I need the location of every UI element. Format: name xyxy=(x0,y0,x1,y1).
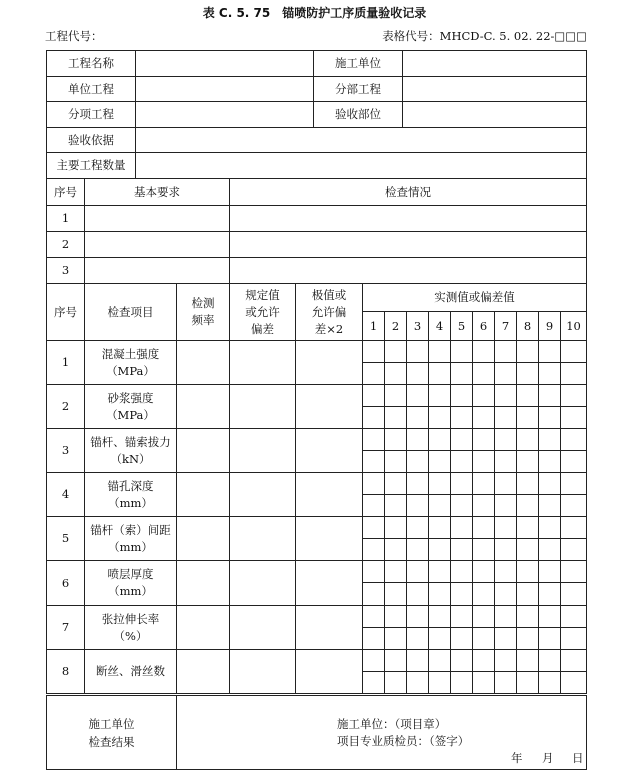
measured-col-1: 1 xyxy=(363,312,385,341)
measured-cell[interactable] xyxy=(495,495,517,517)
value-acceptance-part[interactable] xyxy=(403,102,587,128)
measured-cell[interactable] xyxy=(385,451,407,473)
measured-col-9: 9 xyxy=(539,312,561,341)
check-row xyxy=(47,650,587,672)
check-row-freq[interactable] xyxy=(177,517,230,561)
sign-year: 年 xyxy=(511,751,523,765)
measured-cell[interactable] xyxy=(385,429,407,451)
basic-row-inspection[interactable] xyxy=(230,206,587,232)
check-row-no: 7 xyxy=(47,606,85,650)
measured-cell[interactable] xyxy=(473,385,495,407)
measured-cell[interactable] xyxy=(561,341,587,363)
measured-col-2: 2 xyxy=(385,312,407,341)
check-row-item: 锚杆（索）间距 （mm） xyxy=(85,517,177,561)
value-unit-project[interactable] xyxy=(136,77,314,102)
measured-cell[interactable] xyxy=(473,672,495,694)
measured-cell[interactable] xyxy=(473,650,495,672)
measured-cell[interactable] xyxy=(407,451,429,473)
measured-cell[interactable] xyxy=(451,561,473,583)
measured-cell[interactable] xyxy=(363,451,385,473)
label-unit-project: 单位工程 xyxy=(47,77,136,102)
measured-cell[interactable] xyxy=(561,606,587,628)
project-code-label: 工程代号： xyxy=(45,29,103,43)
measured-cell[interactable] xyxy=(473,429,495,451)
check-row-limit[interactable] xyxy=(296,473,363,517)
measured-cell[interactable] xyxy=(539,539,561,561)
measured-cell[interactable] xyxy=(429,341,451,363)
measured-cell[interactable] xyxy=(539,385,561,407)
check-freq-header: 检测 频率 xyxy=(177,284,230,341)
measured-cell[interactable] xyxy=(407,385,429,407)
measured-cell[interactable] xyxy=(495,473,517,495)
measured-cell[interactable] xyxy=(385,583,407,606)
measured-cell[interactable] xyxy=(407,583,429,606)
measured-cell[interactable] xyxy=(407,341,429,363)
basic-inspection-header: 检查情况 xyxy=(230,179,587,206)
measured-cell[interactable] xyxy=(561,429,587,451)
measured-cell[interactable] xyxy=(451,628,473,650)
measured-col-5: 5 xyxy=(451,312,473,341)
measured-cell[interactable] xyxy=(385,539,407,561)
measured-cell[interactable] xyxy=(451,650,473,672)
measured-cell[interactable] xyxy=(473,628,495,650)
measured-cell[interactable] xyxy=(517,363,539,385)
check-row-freq[interactable] xyxy=(177,341,230,385)
label-project-name: 工程名称 xyxy=(47,51,136,77)
value-acceptance-basis[interactable] xyxy=(136,128,587,153)
measured-cell[interactable] xyxy=(363,341,385,363)
measured-cell[interactable] xyxy=(561,517,587,539)
measured-cell[interactable] xyxy=(385,606,407,628)
measured-cell[interactable] xyxy=(517,517,539,539)
measured-cell[interactable] xyxy=(407,628,429,650)
measured-cell[interactable] xyxy=(363,407,385,429)
measured-cell[interactable] xyxy=(385,517,407,539)
label-construction-unit: 施工单位 xyxy=(314,51,403,77)
measured-cell[interactable] xyxy=(539,473,561,495)
measured-cell[interactable] xyxy=(495,672,517,694)
measured-cell[interactable] xyxy=(407,517,429,539)
measured-cell[interactable] xyxy=(363,539,385,561)
measured-cell[interactable] xyxy=(429,407,451,429)
check-row-item: 混凝土强度 （MPa） xyxy=(85,341,177,385)
measured-cell[interactable] xyxy=(495,385,517,407)
measured-cell[interactable] xyxy=(539,583,561,606)
check-row-spec[interactable] xyxy=(230,473,296,517)
sign-inspector: 项目专业质检员：（签字） xyxy=(337,734,470,748)
measured-cell[interactable] xyxy=(385,650,407,672)
check-row-spec[interactable] xyxy=(230,650,296,694)
measured-cell[interactable] xyxy=(429,672,451,694)
measured-cell[interactable] xyxy=(473,606,495,628)
measured-cell[interactable] xyxy=(451,429,473,451)
sign-area xyxy=(177,696,587,770)
measured-cell[interactable] xyxy=(363,363,385,385)
measured-cell[interactable] xyxy=(561,650,587,672)
measured-cell[interactable] xyxy=(539,561,561,583)
check-row-limit[interactable] xyxy=(296,650,363,694)
label-division-project: 分部工程 xyxy=(314,77,403,102)
measured-cell[interactable] xyxy=(561,407,587,429)
check-row-item: 断丝、滑丝数 xyxy=(85,650,177,694)
basic-row-no: 2 xyxy=(47,232,85,258)
measured-cell[interactable] xyxy=(429,539,451,561)
measured-cell[interactable] xyxy=(473,363,495,385)
measured-cell[interactable] xyxy=(495,628,517,650)
measured-cell[interactable] xyxy=(561,495,587,517)
measured-cell[interactable] xyxy=(451,672,473,694)
value-subitem-project[interactable] xyxy=(136,102,314,128)
check-row-spec[interactable] xyxy=(230,606,296,650)
check-row-limit[interactable] xyxy=(296,606,363,650)
measured-col-10: 10 xyxy=(561,312,587,341)
check-row-freq[interactable] xyxy=(177,473,230,517)
measured-cell[interactable] xyxy=(517,495,539,517)
measured-cell[interactable] xyxy=(451,517,473,539)
measured-cell[interactable] xyxy=(385,628,407,650)
measured-cell[interactable] xyxy=(517,473,539,495)
measured-cell[interactable] xyxy=(451,363,473,385)
measured-cell[interactable] xyxy=(539,495,561,517)
measured-cell[interactable] xyxy=(451,385,473,407)
basic-row-inspection[interactable] xyxy=(230,232,587,258)
check-row-limit[interactable] xyxy=(296,429,363,473)
measured-cell[interactable] xyxy=(517,451,539,473)
measured-cell[interactable] xyxy=(561,539,587,561)
check-row-no: 5 xyxy=(47,517,85,561)
measured-cell[interactable] xyxy=(385,672,407,694)
check-row-limit[interactable] xyxy=(296,341,363,385)
measured-cell[interactable] xyxy=(407,561,429,583)
measured-cell[interactable] xyxy=(539,429,561,451)
measured-cell[interactable] xyxy=(473,451,495,473)
measured-cell[interactable] xyxy=(517,672,539,694)
measured-header: 实测值或偏差值 xyxy=(363,284,587,312)
measured-cell[interactable] xyxy=(495,429,517,451)
measured-cell[interactable] xyxy=(495,539,517,561)
basic-requirement-header: 基本要求 xyxy=(85,179,230,206)
measured-cell[interactable] xyxy=(429,385,451,407)
measured-cell[interactable] xyxy=(473,341,495,363)
measured-cell[interactable] xyxy=(429,429,451,451)
basic-row-no: 3 xyxy=(47,258,85,284)
measured-cell[interactable] xyxy=(539,407,561,429)
basic-row-requirement[interactable] xyxy=(85,232,230,258)
label-acceptance-basis: 验收依据 xyxy=(47,128,136,153)
check-item-header: 检查项目 xyxy=(85,284,177,341)
check-row-item: 张拉伸长率 （%） xyxy=(85,606,177,650)
measured-cell[interactable] xyxy=(429,561,451,583)
check-row xyxy=(47,561,587,583)
measured-cell[interactable] xyxy=(451,473,473,495)
check-row-spec[interactable] xyxy=(230,561,296,606)
check-row-no: 8 xyxy=(47,650,85,694)
measured-cell[interactable] xyxy=(385,407,407,429)
check-row-item: 喷层厚度 （mm） xyxy=(85,561,177,606)
measured-cell[interactable] xyxy=(429,517,451,539)
measured-cell[interactable] xyxy=(473,561,495,583)
measured-col-4: 4 xyxy=(429,312,451,341)
measured-cell[interactable] xyxy=(363,429,385,451)
measured-cell[interactable] xyxy=(385,473,407,495)
sign-day: 日 xyxy=(572,751,584,765)
measured-cell[interactable] xyxy=(473,473,495,495)
measured-cell[interactable] xyxy=(517,606,539,628)
measured-cell[interactable] xyxy=(561,473,587,495)
measured-cell[interactable] xyxy=(495,407,517,429)
basic-seq-header: 序号 xyxy=(47,179,85,206)
check-row-freq[interactable] xyxy=(177,650,230,694)
measured-cell[interactable] xyxy=(517,583,539,606)
measured-col-3: 3 xyxy=(407,312,429,341)
info-table xyxy=(46,50,587,179)
measured-cell[interactable] xyxy=(495,561,517,583)
measured-cell[interactable] xyxy=(385,561,407,583)
check-row-no: 3 xyxy=(47,429,85,473)
measured-cell[interactable] xyxy=(539,451,561,473)
measured-cell[interactable] xyxy=(363,672,385,694)
measured-cell[interactable] xyxy=(429,650,451,672)
check-row-no: 1 xyxy=(47,341,85,385)
sign-unit-seal: 施工单位：（项目章） xyxy=(337,717,447,731)
measured-cell[interactable] xyxy=(451,407,473,429)
check-row xyxy=(47,429,587,451)
measured-cell[interactable] xyxy=(451,583,473,606)
label-acceptance-part: 验收部位 xyxy=(314,102,403,128)
check-row-freq[interactable] xyxy=(177,429,230,473)
sign-month: 月 xyxy=(542,751,554,765)
measured-cell[interactable] xyxy=(561,628,587,650)
basic-table xyxy=(46,178,587,284)
measured-cell[interactable] xyxy=(385,341,407,363)
check-row-freq[interactable] xyxy=(177,385,230,429)
value-construction-unit[interactable] xyxy=(403,51,587,77)
measured-cell[interactable] xyxy=(517,407,539,429)
measured-cell[interactable] xyxy=(407,650,429,672)
measured-cell[interactable] xyxy=(495,363,517,385)
measured-cell[interactable] xyxy=(539,363,561,385)
measured-cell[interactable] xyxy=(561,451,587,473)
measured-cell[interactable] xyxy=(495,606,517,628)
measured-cell[interactable] xyxy=(451,606,473,628)
check-spec-header: 规定值 或允许 偏差 xyxy=(230,284,296,341)
measured-cell[interactable] xyxy=(517,385,539,407)
check-row xyxy=(47,517,587,539)
measured-cell[interactable] xyxy=(385,363,407,385)
measured-cell[interactable] xyxy=(451,451,473,473)
measured-cell[interactable] xyxy=(429,363,451,385)
measured-col-7: 7 xyxy=(495,312,517,341)
measured-cell[interactable] xyxy=(561,385,587,407)
measured-cell[interactable] xyxy=(539,341,561,363)
check-row-item: 锚杆、锚索拔力 （kN） xyxy=(85,429,177,473)
measured-cell[interactable] xyxy=(517,341,539,363)
check-row xyxy=(47,385,587,407)
check-row xyxy=(47,473,587,495)
measured-cell[interactable] xyxy=(407,606,429,628)
measured-cell[interactable] xyxy=(495,451,517,473)
check-row-no: 6 xyxy=(47,561,85,606)
check-row-limit[interactable] xyxy=(296,385,363,429)
measured-cell[interactable] xyxy=(429,473,451,495)
measured-cell[interactable] xyxy=(407,539,429,561)
measured-cell[interactable] xyxy=(495,341,517,363)
check-row-freq[interactable] xyxy=(177,561,230,606)
measured-cell[interactable] xyxy=(561,363,587,385)
measured-cell[interactable] xyxy=(363,583,385,606)
value-division-project[interactable] xyxy=(403,77,587,102)
measured-cell[interactable] xyxy=(517,628,539,650)
sign-table xyxy=(46,695,587,770)
measured-cell[interactable] xyxy=(429,606,451,628)
measured-cell[interactable] xyxy=(363,473,385,495)
measured-col-8: 8 xyxy=(517,312,539,341)
check-row xyxy=(47,606,587,628)
measured-cell[interactable] xyxy=(473,539,495,561)
measured-cell[interactable] xyxy=(539,628,561,650)
label-subitem-project: 分项工程 xyxy=(47,102,136,128)
form-title: 表 C. 5. 75 锚喷防护工序质量验收记录 xyxy=(202,6,427,20)
check-seq-header: 序号 xyxy=(47,284,85,341)
check-row-no: 2 xyxy=(47,385,85,429)
measured-cell[interactable] xyxy=(561,561,587,583)
check-row-limit[interactable] xyxy=(296,561,363,606)
measured-cell[interactable] xyxy=(429,628,451,650)
sign-left-label: 施工单位 检查结果 xyxy=(47,696,177,770)
check-row-spec[interactable] xyxy=(230,429,296,473)
measured-cell[interactable] xyxy=(495,650,517,672)
measured-cell[interactable] xyxy=(363,495,385,517)
measured-cell[interactable] xyxy=(429,451,451,473)
measured-cell[interactable] xyxy=(539,672,561,694)
measured-cell[interactable] xyxy=(407,363,429,385)
measured-cell[interactable] xyxy=(539,606,561,628)
measured-cell[interactable] xyxy=(429,495,451,517)
form-code: 表格代号：MHCD-C. 5. 02. 22-□□□ xyxy=(382,29,587,43)
check-row-spec[interactable] xyxy=(230,517,296,561)
measured-cell[interactable] xyxy=(561,672,587,694)
measured-cell[interactable] xyxy=(363,561,385,583)
measured-cell[interactable] xyxy=(561,583,587,606)
basic-row-inspection[interactable] xyxy=(230,258,587,284)
basic-row-requirement[interactable] xyxy=(85,258,230,284)
measured-cell[interactable] xyxy=(407,429,429,451)
measured-cell[interactable] xyxy=(539,650,561,672)
measured-cell[interactable] xyxy=(517,539,539,561)
measured-cell[interactable] xyxy=(363,650,385,672)
check-row-spec[interactable] xyxy=(230,385,296,429)
measured-cell[interactable] xyxy=(363,385,385,407)
label-main-quantity: 主要工程数量 xyxy=(47,153,136,179)
measured-cell[interactable] xyxy=(363,606,385,628)
check-row-freq[interactable] xyxy=(177,606,230,650)
measured-cell[interactable] xyxy=(451,539,473,561)
measured-cell[interactable] xyxy=(517,561,539,583)
measured-cell[interactable] xyxy=(385,495,407,517)
measured-cell[interactable] xyxy=(495,517,517,539)
check-limit-header: 极值或 允许偏 差×2 xyxy=(296,284,363,341)
check-row-no: 4 xyxy=(47,473,85,517)
measured-cell[interactable] xyxy=(473,517,495,539)
measured-cell[interactable] xyxy=(407,672,429,694)
measured-cell[interactable] xyxy=(539,517,561,539)
measured-cell[interactable] xyxy=(363,628,385,650)
measured-cell[interactable] xyxy=(407,473,429,495)
measured-cell[interactable] xyxy=(517,650,539,672)
check-row xyxy=(47,341,587,363)
basic-row-requirement[interactable] xyxy=(85,206,230,232)
check-row-spec[interactable] xyxy=(230,341,296,385)
measured-cell[interactable] xyxy=(451,495,473,517)
check-table xyxy=(46,283,587,694)
value-main-quantity[interactable] xyxy=(136,153,587,179)
check-row-limit[interactable] xyxy=(296,517,363,561)
measured-col-6: 6 xyxy=(473,312,495,341)
measured-cell[interactable] xyxy=(451,341,473,363)
basic-row-no: 1 xyxy=(47,206,85,232)
measured-cell[interactable] xyxy=(473,495,495,517)
measured-cell[interactable] xyxy=(473,583,495,606)
measured-cell[interactable] xyxy=(473,407,495,429)
measured-cell[interactable] xyxy=(407,407,429,429)
measured-cell[interactable] xyxy=(495,583,517,606)
measured-cell[interactable] xyxy=(407,495,429,517)
measured-cell[interactable] xyxy=(429,583,451,606)
check-row-item: 锚孔深度 （mm） xyxy=(85,473,177,517)
check-row-item: 砂浆强度 （MPa） xyxy=(85,385,177,429)
measured-cell[interactable] xyxy=(385,385,407,407)
measured-cell[interactable] xyxy=(517,429,539,451)
measured-cell[interactable] xyxy=(363,517,385,539)
value-project-name[interactable] xyxy=(136,51,314,77)
